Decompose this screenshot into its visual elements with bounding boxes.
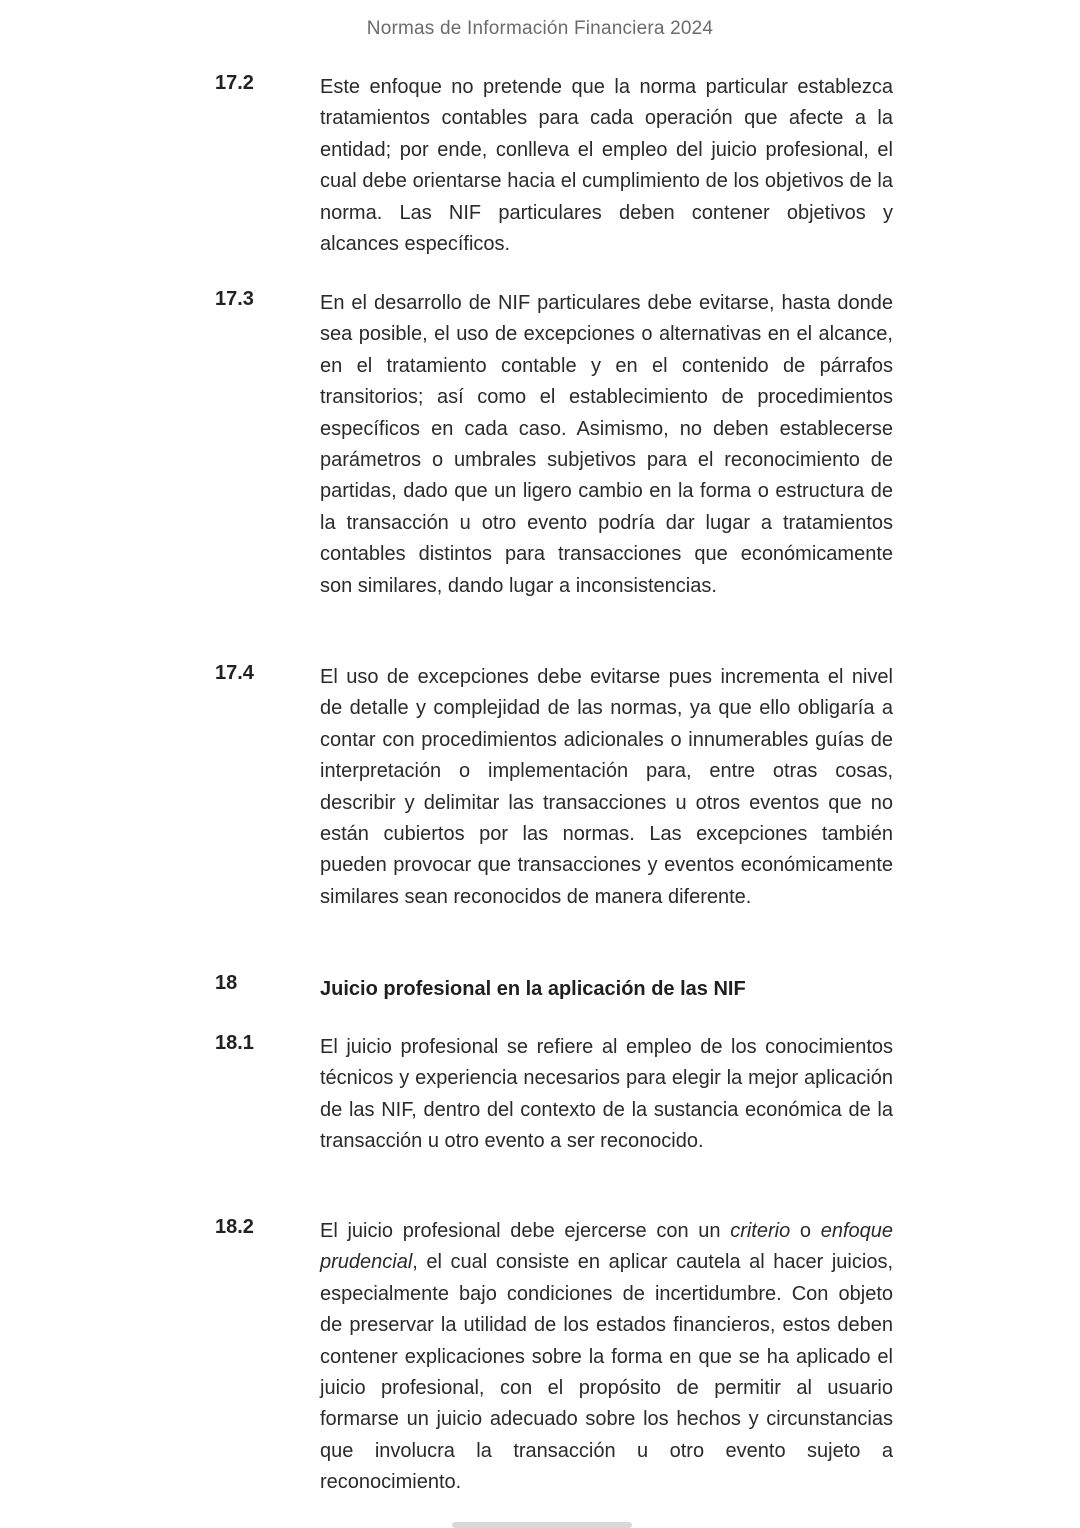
- scroll-indicator[interactable]: [452, 1522, 632, 1528]
- text-segment: o: [790, 1220, 821, 1242]
- paragraph-number: 18.2: [215, 1216, 254, 1238]
- paragraph-number: 17.3: [215, 288, 254, 310]
- section-title: Juicio profesional en la aplicación de las NIF: [320, 978, 746, 1000]
- page-header: Normas de Información Financiera 2024: [366, 18, 714, 39]
- italic-term-enfoque-prudencial: enfoque prudencial: [320, 1220, 893, 1274]
- section-number: 18: [215, 972, 238, 994]
- text-segment: , el cual consiste en aplicar cautela al hacer juicios, especialmente bajo condiciones de incertidumbre. Con objeto de preservar la utilidad de los estados financieros, estos deben contener explicaciones sobre la forma en que se ha aplicado el juicio profesional, con el propósito de permitir al usuario formarse un juicio adecuado sobre los hechos y circunstancias que involucra la transacción u otro evento sujeto a reconocimiento.: [320, 1251, 893, 1494]
- paragraph-text: El uso de excepciones debe evitarse pues incrementa el nivel de detalle y complejidad de las normas, ya que ello obligaría a contar con procedimientos adicionales o innumerables guías de interpretación o implementación para, entre otras cosas, describir y delimitar las transacciones u otros eventos que no están cubiertos por las normas. Las excepciones también pueden provocar que transacciones y eventos económicamente similares sean reconocidos de manera diferente.: [320, 666, 893, 908]
- italic-term-criterio: criterio: [730, 1220, 791, 1242]
- text-segment: El juicio profesional debe ejercerse con un: [320, 1220, 731, 1242]
- paragraph-text: En el desarrollo de NIF particulares debe evitarse, hasta donde sea posible, el uso de excepciones o alternativas en el alcance, en el tratamiento contable y en el contenido de párrafos transitorios; así como el establecimiento de procedimientos específicos en cada caso. Asimismo, no deben establecerse parámetros o umbrales subjetivos para el reconocimiento de partidas, dado que un ligero cambio en la forma o estructura de la transacción u otro evento podría dar lugar a tratamientos contables distintos para transacciones que económicamente son similares, dando lugar a inconsistencias.: [320, 292, 893, 597]
- paragraph-text: [320, 1216, 893, 1499]
- paragraph-number: 17.2: [215, 72, 254, 94]
- paragraph-text: Este enfoque no pretende que la norma particular establezca tratamientos contables para cada operación que afecte a la entidad; por ende, conlleva el empleo del juicio profesional, el cual debe orientarse hacia el cumplimiento de los objetivos de la norma. Las NIF particulares deben contener objetivos y alcances específicos.: [320, 76, 893, 256]
- paragraph-number: 18.1: [215, 1032, 254, 1054]
- paragraph-number: 17.4: [215, 662, 254, 684]
- paragraph-text: El juicio profesional se refiere al empleo de los conocimientos técnicos y experiencia necesarios para elegir la mejor aplicación de las NIF, dentro del contexto de la sustancia económica de la transacción u otro evento a ser reconocido.: [320, 1036, 893, 1153]
